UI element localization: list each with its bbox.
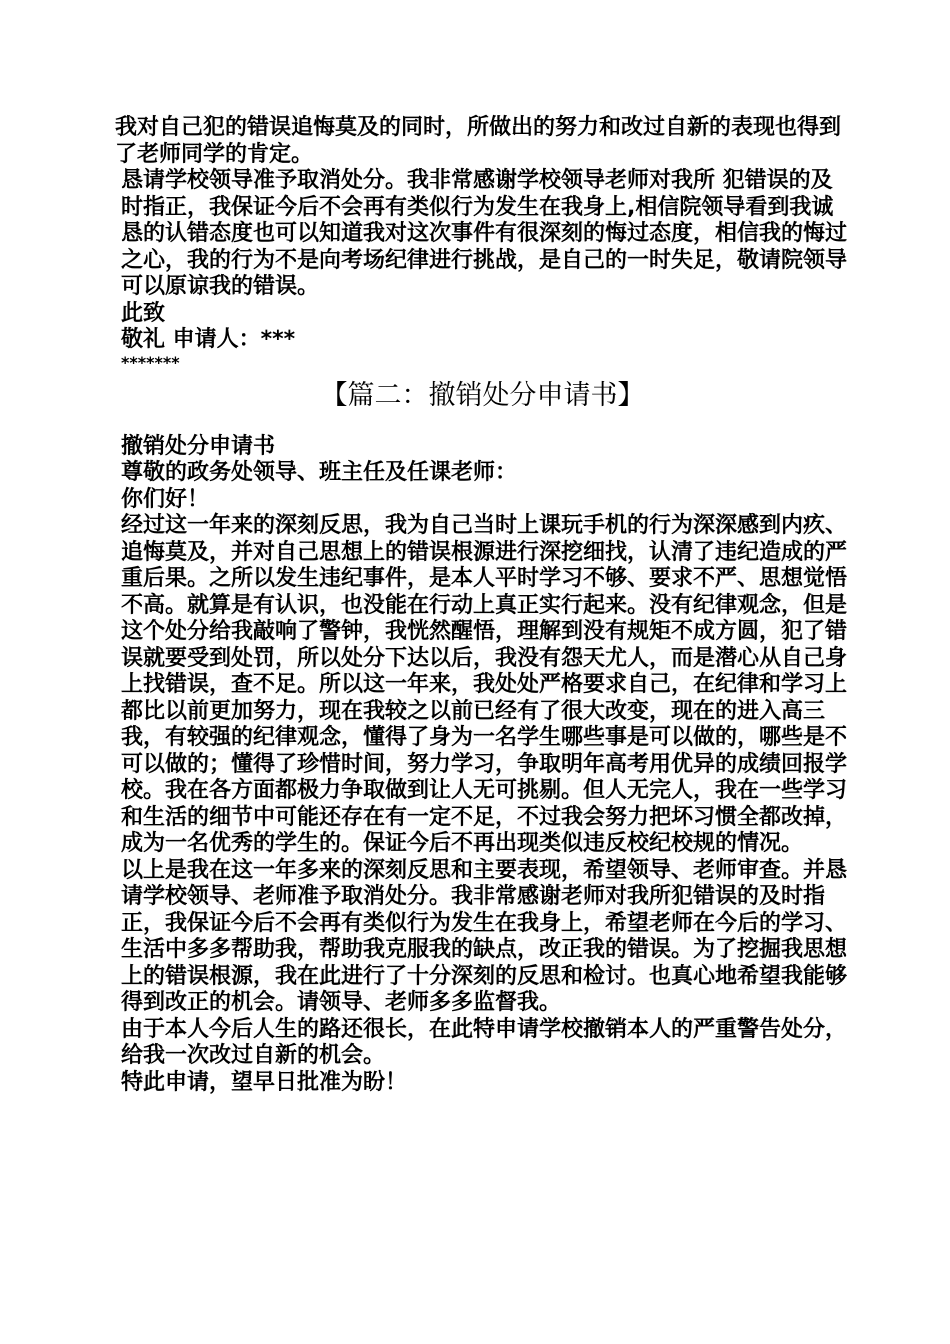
part2-paragraph-2: 以上是我在这一年多来的深刻反思和主要表现，希望领导、老师审查。并恳请学校领导、老师准予取消处分。我非常感谢老师对我所犯错误的及时指正，我保证今后不会再有类似行为发生在我身上，希望老师在今后的学习、生活中多多帮助我，帮助我克服我的缺点，改正我的错误。为了挖掘我思想上的错误根源，我在此进行了十分深刻的反思和检讨。也真心地希望我能够得到改正的机会。请领导、老师多多监督我。: [121, 857, 848, 1015]
part1-paragraph-2: 恳请学校领导准予取消处分。我非常感谢学校领导老师对我所 犯错误的及时指正，我保证今后不会再有类似行为发生在我身上,相信院领导看到我诚恳的认错态度也可以知道我对这次事件有很深刻的悔过态度，相信我的悔过之心，我的行为不是向考场纪律进行挑战，是自己的一时失足，敬请院领导可以原谅我的错误。: [121, 168, 848, 299]
part2-paragraph-3: 由于本人今后人生的路还很长，在此特申请学校撤销本人的严重警告处分，给我一次改过自新的机会。: [121, 1016, 848, 1068]
part1-paragraph-1: 我对自己犯的错误追悔莫及的同时，所做出的努力和改过自新的表现也得到了老师同学的肯定。: [115, 115, 842, 167]
section-heading: 【篇二：撤销处分申请书】: [320, 379, 645, 411]
document-body: [115, 115, 850, 1096]
salute-and-applicant: 敬礼 申请人：***: [121, 327, 296, 352]
letter-title: 撤销处分申请书: [121, 433, 276, 459]
closing-phrase: 此致: [121, 300, 166, 326]
part2-paragraph-1: 经过这一年来的深刻反思，我为自己当时上课玩手机的行为深深感到内疚、追悔莫及，并对自己思想上的错误根源进行深挖细找，认清了违纪造成的严重后果。之所以发生违纪事件，是本人平时学习不够、要求不严、思想觉悟不高。就算是有认识，也没能在行动上真正实行起来。没有纪律观念，但是这个处分给我敲响了警钟，我恍然醒悟，理解到没有规矩不成方圆，犯了错误就要受到处罚，所以处分下达以后，我没有怨天尤人，而是潜心从自己身上找错误，查不足。所以这一年来，我处处严格要求自己，在纪律和学习上都比以前更加努力，现在我较之以前已经有了很大改变，现在的进入高三我，有较强的纪律观念，懂得了身为一名学生哪些事是可以做的，哪些是不可以做的；懂得了珍惜时间，努力学习，争取明年高考用优异的成绩回报学校。我在各方面都极力争取做到让人无可挑剔。但人无完人，我在一些学习和生活的细节中可能还存在有一定不足，不过我会努力把坏习惯全都改掉，成为一名优秀的学生的。保证今后不再出现类似违反校纪校规的情况。: [121, 513, 848, 856]
letter-addressee: 尊敬的政务处领导、班主任及任课老师：: [121, 460, 518, 485]
part2-paragraph-4: 特此申请，望早日批准为盼！: [121, 1069, 408, 1095]
signature-date: *******: [121, 352, 180, 372]
letter-greeting: 你们好！: [121, 486, 210, 512]
